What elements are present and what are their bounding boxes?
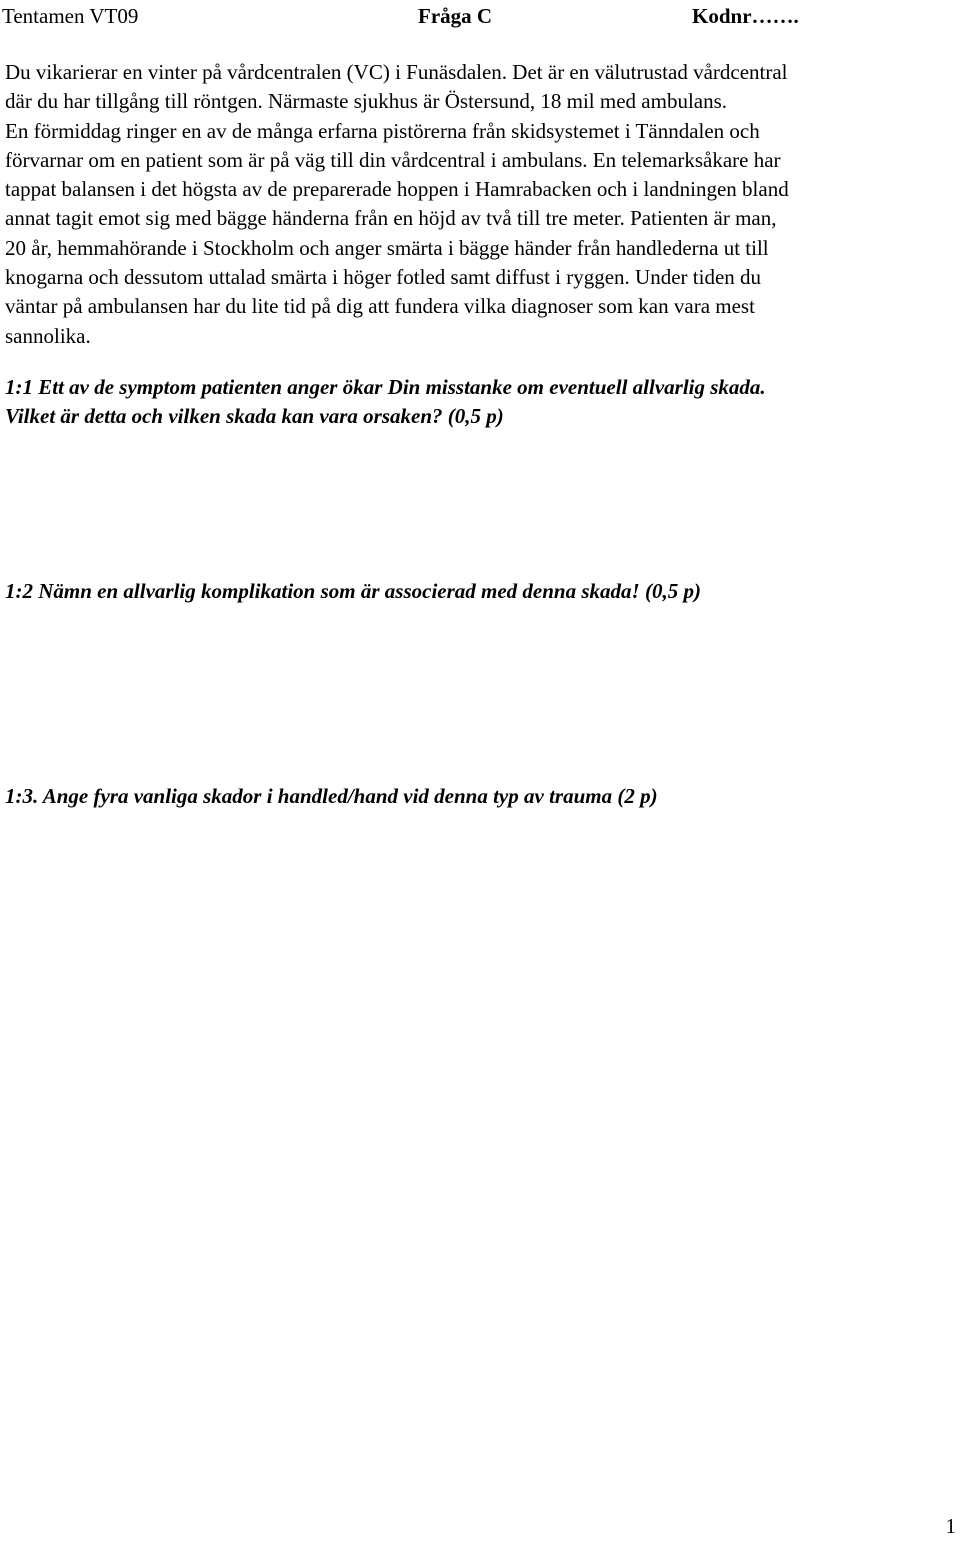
case-line: Du vikarierar en vinter på vårdcentralen (VC) i Funäsdalen. Det är en välutrustad vårdcentral — [5, 60, 788, 84]
case-description — [5, 58, 955, 351]
case-line: annat tagit emot sig med bägge händerna från en höjd av två till tre meter. Patienten är man, — [5, 206, 777, 231]
question-line: 1:3. Ange fyra vanliga skador i handled/hand vid denna typ av trauma (2 p) — [5, 784, 658, 808]
case-line: tappat balansen i det högsta av de preparerade hoppen i Hamrabacken och i landningen bland — [5, 177, 789, 202]
case-line: väntar på ambulansen har du lite tid på dig att fundera vilka diagnoser som kan vara mest — [5, 294, 755, 319]
case-line: 20 år, hemmahörande i Stockholm och anger smärta i bägge händer från handlederna ut till — [5, 235, 769, 260]
page-number: 1 — [945, 1514, 956, 1538]
exam-title: Tentamen VT09 — [2, 4, 139, 28]
case-line: En förmiddag ringer en av de många erfarna pistörerna från skidsystemet i Tänndalen och — [5, 118, 760, 143]
question-1-1 — [5, 373, 955, 432]
case-line: där du har tillgång till röntgen. Närmaste sjukhus är Östersund, 18 mil med ambulans. — [5, 89, 728, 114]
case-line: knogarna och dessutom uttalad smärta i höger fotled samt diffust i ryggen. Under tiden du — [5, 265, 762, 290]
question-label: Fråga C — [418, 4, 493, 28]
case-line: sannolika. — [5, 323, 91, 348]
question-line: Vilket är detta och vilken skada kan vara orsaken? (0,5 p) — [5, 404, 504, 429]
question-line: 1:1 Ett av de symptom patienten anger ökar Din misstanke om eventuell allvarlig skada. — [5, 375, 766, 399]
question-1-2 — [5, 577, 955, 606]
code-number-field: Kodnr……. — [692, 4, 799, 28]
case-line: förvarnar om en patient som är på väg till din vårdcentral i ambulans. En telemarksåkare har — [5, 147, 781, 172]
question-line: 1:2 Nämn en allvarlig komplikation som är associerad med denna skada! (0,5 p) — [5, 579, 701, 603]
page-header — [0, 2, 960, 30]
question-1-3 — [5, 782, 955, 811]
